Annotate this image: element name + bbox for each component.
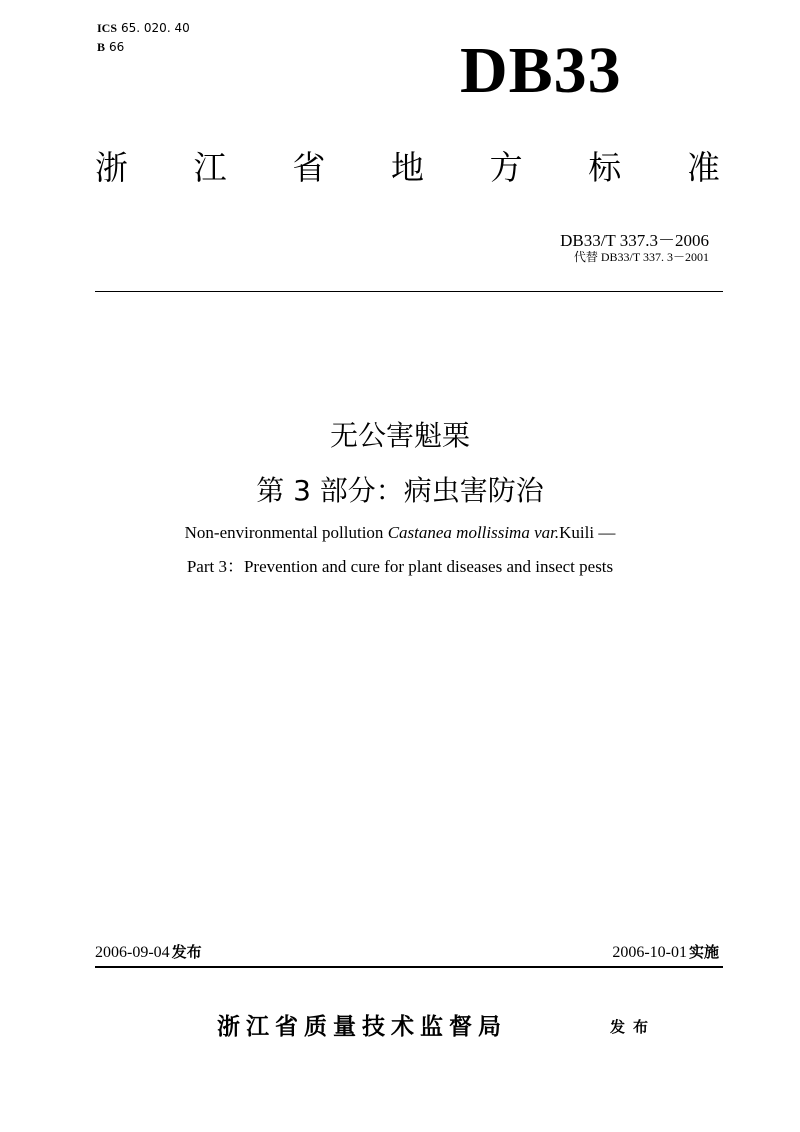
- standard-type-char: 准: [686, 148, 720, 187]
- effective-date-label: 实施: [688, 943, 719, 961]
- ics-label: ICS: [97, 21, 118, 35]
- title-en-line2: Part 3：Prevention and cure for plant diseases and insect pests: [186, 557, 614, 576]
- title-en-suffix: Kuili —: [559, 523, 616, 542]
- issue-date: [95, 941, 202, 962]
- ics-value: 65. 020. 40: [121, 21, 190, 35]
- standard-type-char: 浙: [95, 148, 128, 187]
- ics-code: [97, 21, 190, 35]
- standard-type-char: 江: [193, 148, 227, 187]
- standard-type-char: 省: [292, 148, 326, 187]
- effective-date-value: 2006-10-01: [612, 944, 687, 961]
- standard-type-char: 地: [390, 148, 424, 187]
- ccs-label: B: [97, 40, 106, 54]
- title-cn-main: 无公害魁栗: [329, 419, 470, 452]
- bottom-divider: [95, 966, 723, 968]
- db-logo: DB33: [460, 34, 622, 107]
- replaces-note: 代替 DB33/T 337. 3－2001: [573, 250, 709, 264]
- title-en-latin: Castanea mollissima var.: [387, 523, 560, 542]
- standard-type-char: 标: [588, 148, 622, 187]
- title-en-prefix: Non-environmental pollution: [184, 523, 388, 542]
- issuer-action: 发布: [610, 1018, 657, 1036]
- title-en-line1: [0, 522, 800, 544]
- title-cn-part: 第 3 部分：病虫害防治: [256, 474, 544, 507]
- effective-date: [612, 941, 719, 962]
- standard-type: [95, 146, 720, 190]
- ccs-code: [97, 40, 124, 54]
- issue-date-label: 发布: [171, 943, 202, 961]
- top-divider: [95, 291, 723, 292]
- standard-number: DB33/T 337.3－2006: [560, 231, 709, 250]
- issuer-name: 浙江省质量技术监督局: [217, 1014, 507, 1040]
- standard-type-char: 方: [489, 148, 523, 187]
- issue-date-value: 2006-09-04: [95, 944, 170, 961]
- ccs-value: 66: [109, 40, 125, 54]
